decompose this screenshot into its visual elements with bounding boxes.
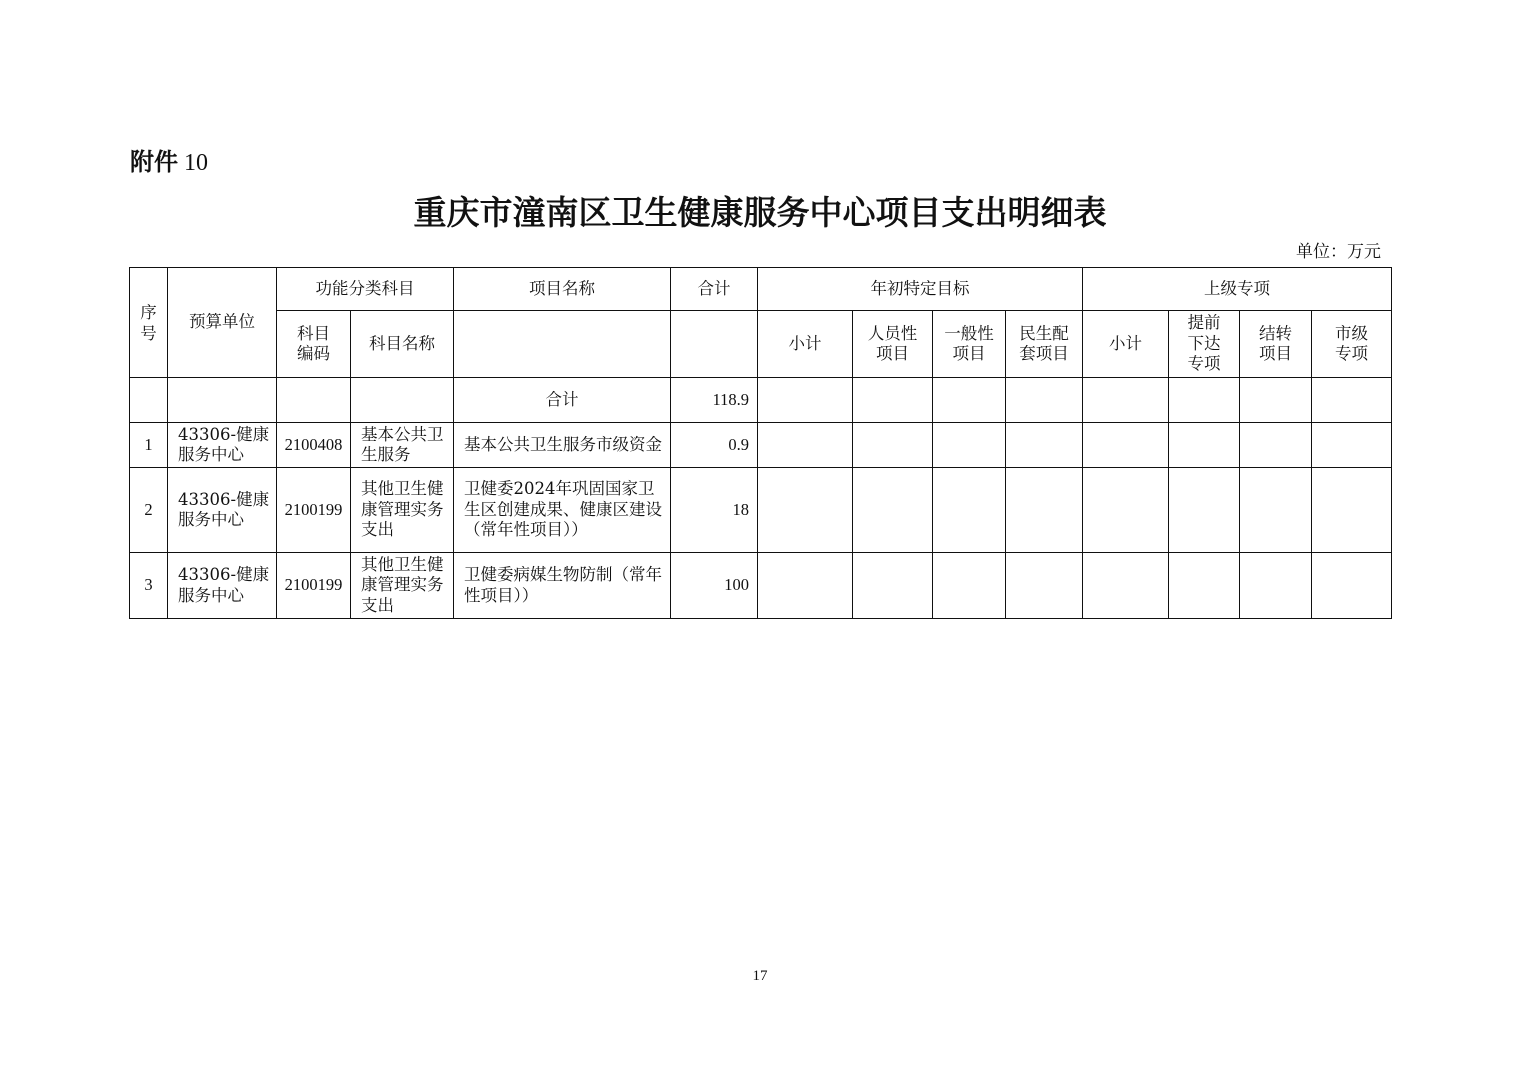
total-row <box>130 378 1392 423</box>
row-subject-code: 2100199 <box>277 553 351 619</box>
header-function-class: 功能分类科目 <box>277 268 454 311</box>
header-total: 合计 <box>671 268 758 311</box>
row-project-name: 基本公共卫生服务市级资金 <box>454 423 671 468</box>
row-seq: 2 <box>130 468 168 553</box>
header-superior-carryover: 结转项目 <box>1240 311 1312 378</box>
row-subject-code: 2100408 <box>277 423 351 468</box>
header-seq: 序号 <box>130 268 168 378</box>
total-label: 合计 <box>454 378 671 423</box>
row-total: 18 <box>671 468 758 553</box>
table-row <box>130 553 1392 619</box>
row-subject-code: 2100199 <box>277 468 351 553</box>
row-budget-unit: 43306-健康服务中心 <box>168 468 277 553</box>
row-seq: 3 <box>130 553 168 619</box>
row-subject-name: 其他卫生健康管理实务支出 <box>351 468 454 553</box>
attachment-text: 附件 <box>130 148 178 176</box>
row-budget-unit: 43306-健康服务中心 <box>168 553 277 619</box>
header-project-name-blank <box>454 311 671 378</box>
header-superior-subtotal: 小计 <box>1083 311 1169 378</box>
row-subject-name: 基本公共卫生服务 <box>351 423 454 468</box>
row-subject-name: 其他卫生健康管理实务支出 <box>351 553 454 619</box>
header-initial-target: 年初特定目标 <box>758 268 1083 311</box>
row-project-name: 卫健委2024年巩固国家卫生区创建成果、健康区建设（常年性项目）） <box>454 468 671 553</box>
header-superior-special: 上级专项 <box>1083 268 1392 311</box>
table-row <box>130 423 1392 468</box>
row-budget-unit: 43306-健康服务中心 <box>168 423 277 468</box>
row-seq: 1 <box>130 423 168 468</box>
header-subject-code: 科目编码 <box>277 311 351 378</box>
header-target-personnel: 人员性项目 <box>853 311 933 378</box>
total-value: 118.9 <box>671 378 758 423</box>
row-project-name: 卫健委病媒生物防制（常年性项目）） <box>454 553 671 619</box>
header-row-1 <box>130 268 1392 311</box>
header-total-blank <box>671 311 758 378</box>
header-target-subtotal: 小计 <box>758 311 853 378</box>
row-total: 100 <box>671 553 758 619</box>
unit-label: 单位：万元 <box>1296 242 1381 262</box>
header-row-2 <box>130 311 1392 378</box>
header-superior-city: 市级专项 <box>1312 311 1392 378</box>
header-target-general: 一般性项目 <box>933 311 1006 378</box>
attachment-number: 10 <box>184 150 208 176</box>
table-row <box>130 468 1392 553</box>
header-target-livelihood: 民生配套项目 <box>1006 311 1083 378</box>
header-budget-unit: 预算单位 <box>168 268 277 378</box>
project-expenditure-table <box>129 267 1392 619</box>
header-project-name: 项目名称 <box>454 268 671 311</box>
page-title: 重庆市潼南区卫生健康服务中心项目支出明细表 <box>413 193 1107 232</box>
header-superior-advance: 提前下达专项 <box>1169 311 1240 378</box>
header-subject-name: 科目名称 <box>351 311 454 378</box>
attachment-label <box>130 146 208 179</box>
row-total: 0.9 <box>671 423 758 468</box>
page-number: 17 <box>752 968 768 984</box>
